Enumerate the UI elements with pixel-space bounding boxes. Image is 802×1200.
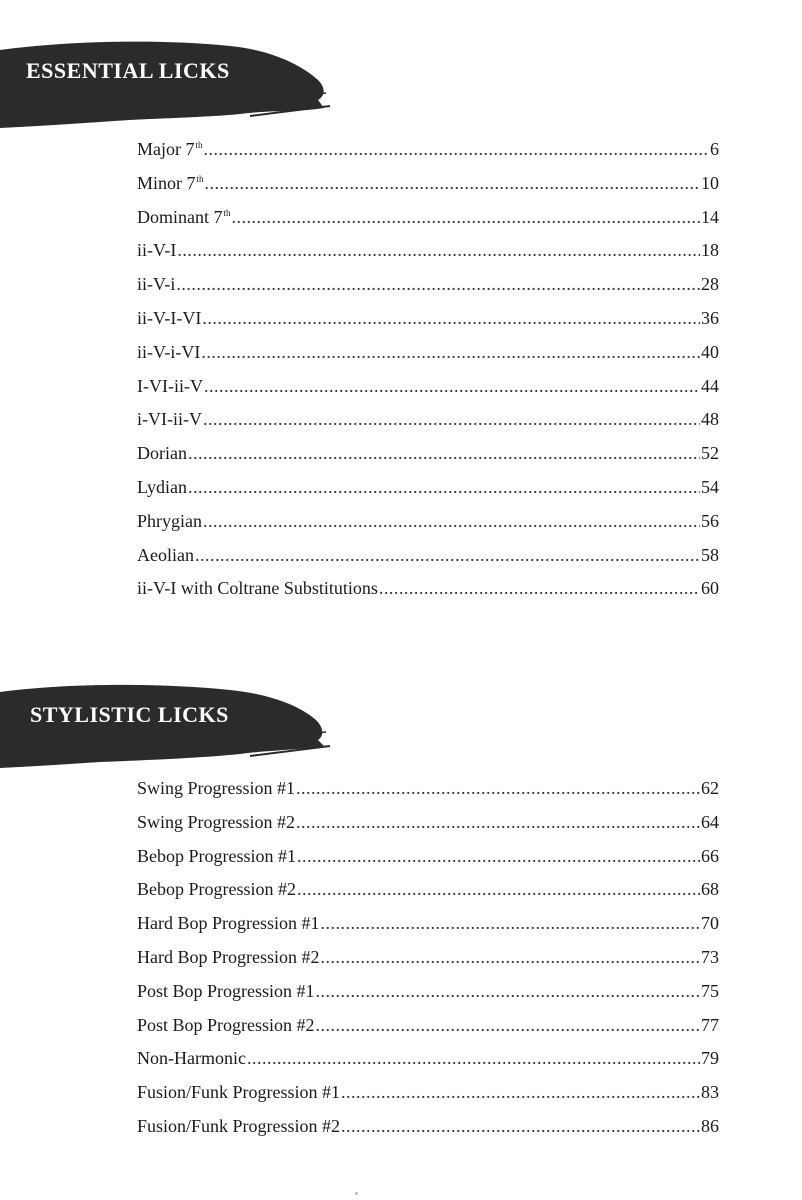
entry-label: Swing Progression #2 <box>137 811 296 832</box>
section-title: STYLISTIC LICKS <box>30 702 229 727</box>
page-number: 52 <box>701 443 719 464</box>
entry-label: Phrygian <box>137 510 202 531</box>
dot-leader <box>321 913 701 934</box>
section-title: ESSENTIAL LICKS <box>26 58 230 83</box>
page-number: 75 <box>701 980 719 1001</box>
entry-label: ii-V-i-VI <box>137 341 201 362</box>
dot-leader <box>247 1048 700 1069</box>
page-number: 73 <box>701 946 719 967</box>
page-number: 79 <box>701 1048 719 1069</box>
dot-leader <box>341 1082 700 1103</box>
toc-entry[interactable] <box>137 578 719 612</box>
toc-entry[interactable] <box>137 139 719 173</box>
toc-entry[interactable] <box>137 1048 719 1082</box>
toc-entry[interactable] <box>137 511 719 545</box>
toc-entry[interactable] <box>137 207 719 241</box>
page-number: 83 <box>701 1082 719 1103</box>
dot-leader <box>316 981 700 1002</box>
entry-label: Bebop Progression #2 <box>137 879 296 900</box>
entry-label: Post Bop Progression #1 <box>137 980 315 1001</box>
entry-label: ii-V-I with Coltrane Substitutions <box>137 578 378 599</box>
toc-list-essential <box>137 139 719 612</box>
dot-leader <box>188 443 700 464</box>
entry-label: I-VI-ii-V <box>137 375 203 396</box>
dot-leader <box>316 1015 700 1036</box>
entry-label: i-VI-ii-V <box>137 409 202 430</box>
entry-label: Fusion/Funk Progression #2 <box>137 1115 341 1136</box>
paper-speck <box>355 1192 358 1195</box>
entry-label: Major 7th <box>137 139 203 159</box>
toc-entry[interactable] <box>137 274 719 308</box>
dot-leader <box>232 207 700 228</box>
page-number: 62 <box>701 778 719 798</box>
entry-label: Hard Bop Progression #2 <box>137 946 320 967</box>
dot-leader <box>379 578 700 599</box>
page-number: 70 <box>701 913 719 934</box>
dot-leader <box>203 409 700 430</box>
dot-leader <box>341 1116 700 1137</box>
section-banner-essential <box>0 38 340 128</box>
page-number: 77 <box>701 1014 719 1035</box>
dot-leader <box>297 846 700 867</box>
dot-leader <box>204 376 700 397</box>
entry-label: Non-Harmonic <box>137 1048 246 1069</box>
page-number: 18 <box>701 240 719 261</box>
entry-label: Lydian <box>137 476 187 497</box>
entry-label: ii-V-i <box>137 274 176 295</box>
dot-leader <box>177 240 700 261</box>
dot-leader <box>321 947 701 968</box>
page-number: 68 <box>701 879 719 900</box>
entry-label: Hard Bop Progression #1 <box>137 913 320 934</box>
toc-entry[interactable] <box>137 409 719 443</box>
entry-label: Dorian <box>137 443 187 464</box>
entry-label: Post Bop Progression #2 <box>137 1014 315 1035</box>
toc-entry[interactable] <box>137 981 719 1015</box>
page-number: 54 <box>701 476 719 497</box>
dot-leader <box>202 308 700 329</box>
page-number: 66 <box>701 845 719 866</box>
toc-entry[interactable] <box>137 778 719 812</box>
toc-entry[interactable] <box>137 846 719 880</box>
toc-entry[interactable] <box>137 1116 719 1150</box>
page-number: 60 <box>701 578 719 599</box>
section-banner-stylistic <box>0 682 340 772</box>
toc-entry[interactable] <box>137 477 719 511</box>
page-number: 6 <box>710 139 719 159</box>
toc-entry[interactable] <box>137 812 719 846</box>
toc-entry[interactable] <box>137 545 719 579</box>
entry-label: Fusion/Funk Progression #1 <box>137 1082 341 1103</box>
toc-entry[interactable] <box>137 913 719 947</box>
page-number: 44 <box>701 375 719 396</box>
toc-list-stylistic <box>137 778 719 1150</box>
toc-entry[interactable] <box>137 240 719 274</box>
page-number: 64 <box>701 811 719 832</box>
toc-entry[interactable] <box>137 1082 719 1116</box>
page-number: 28 <box>701 274 719 295</box>
dot-leader <box>195 545 700 566</box>
dot-leader <box>201 342 700 363</box>
dot-leader <box>204 139 709 160</box>
page-number: 86 <box>701 1115 719 1136</box>
dot-leader <box>296 778 700 799</box>
entry-label: Aeolian <box>137 544 194 565</box>
toc-entry[interactable] <box>137 947 719 981</box>
page-number: 10 <box>701 172 719 193</box>
page-number: 58 <box>701 544 719 565</box>
entry-label: Dominant 7th <box>137 206 231 227</box>
dot-leader <box>188 477 700 498</box>
toc-entry[interactable] <box>137 1015 719 1049</box>
page-number: 56 <box>701 510 719 531</box>
page-number: 14 <box>701 206 719 227</box>
toc-entry[interactable] <box>137 376 719 410</box>
toc-entry[interactable] <box>137 173 719 207</box>
toc-entry[interactable] <box>137 342 719 376</box>
toc-entry[interactable] <box>137 879 719 913</box>
dot-leader <box>297 879 700 900</box>
dot-leader <box>296 812 700 833</box>
entry-label: Bebop Progression #1 <box>137 845 296 866</box>
entry-label: ii-V-I <box>137 240 177 261</box>
dot-leader <box>205 173 700 194</box>
dot-leader <box>176 274 700 295</box>
page-number: 36 <box>701 307 719 328</box>
toc-entry[interactable] <box>137 443 719 477</box>
entry-label: ii-V-I-VI <box>137 307 202 328</box>
entry-label: Minor 7th <box>137 172 204 193</box>
toc-entry[interactable] <box>137 308 719 342</box>
dot-leader <box>203 511 700 532</box>
page-number: 48 <box>701 409 719 430</box>
entry-label: Swing Progression #1 <box>137 778 296 798</box>
page-number: 40 <box>701 341 719 362</box>
